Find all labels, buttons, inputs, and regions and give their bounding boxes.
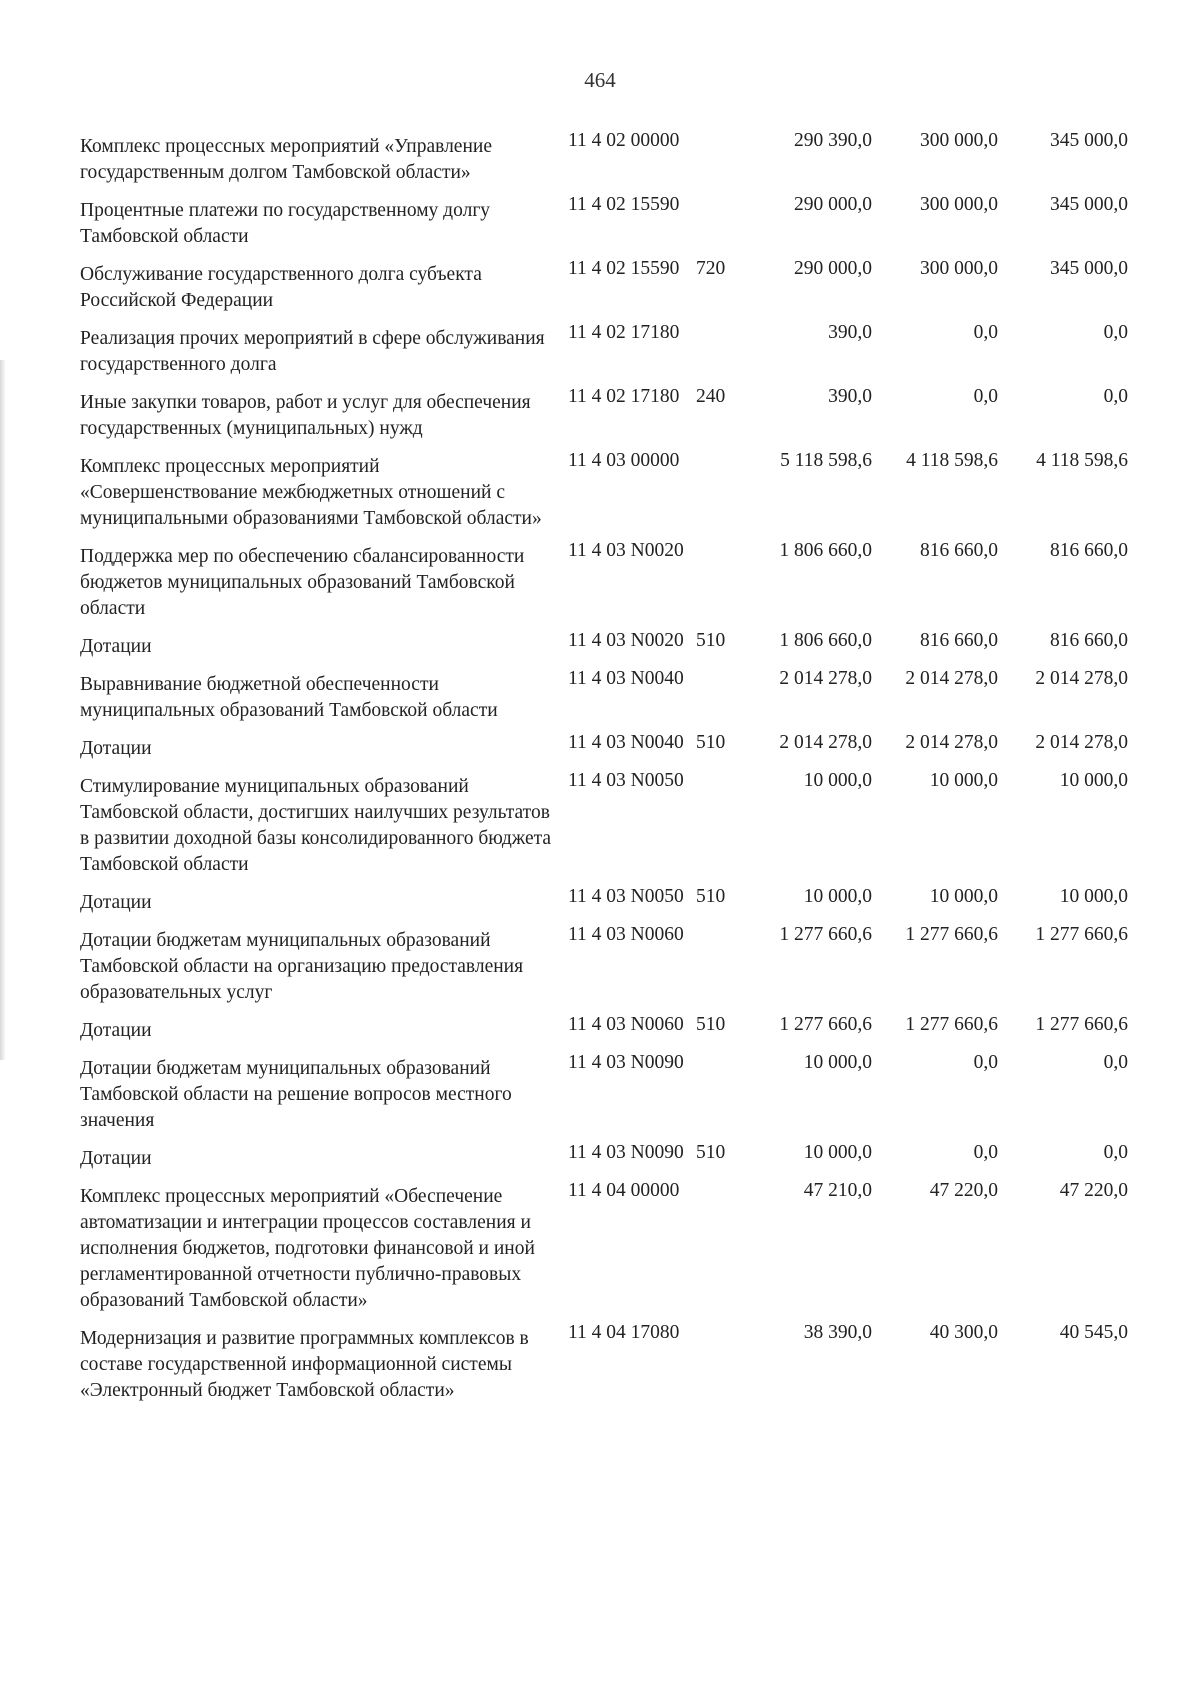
table-row [80,1050,1170,1134]
amount-year-3-cell: 0,0 [1103,1142,1128,1163]
amount-year-1-cell: 10 000,0 [803,1142,872,1163]
target-article-code-cell: 11 4 02 15590 [568,194,680,215]
amount-year-1-cell: 1 277 660,6 [779,924,872,945]
amount-year-2-cell: 816 660,0 [920,540,998,561]
table-row [80,320,1170,378]
target-article-code-cell: 11 4 04 00000 [568,1180,680,1201]
target-article-code-cell: 11 4 02 15590 [568,258,680,279]
expense-name-cell: Стимулирование муниципальных образований Тамбовской области, достигших наилучших результатов в развитии доходной базы консолидированного бюджета Тамбовской области [80,776,552,875]
table-row [80,1012,1170,1044]
table-row [80,884,1170,916]
table-row [80,922,1170,1006]
expense-name-cell: Дотации [80,738,152,759]
amount-year-1-cell: 5 118 598,6 [780,450,872,471]
amount-year-3-cell: 345 000,0 [1050,194,1128,215]
amount-year-2-cell: 40 300,0 [929,1322,998,1343]
amount-year-3-cell: 47 220,0 [1059,1180,1128,1201]
expense-name-cell: Иные закупки товаров, работ и услуг для обеспечения государственных (муниципальных) нужд [80,392,531,439]
amount-year-1-cell: 10 000,0 [803,1052,872,1073]
amount-year-2-cell: 816 660,0 [920,630,998,651]
target-article-code-cell: 11 4 03 N0020 [568,540,684,561]
expense-type-code-cell: 720 [696,258,726,279]
amount-year-2-cell: 300 000,0 [920,258,998,279]
expense-type-code-cell: 510 [696,732,726,753]
expense-name-cell: Дотации [80,892,152,913]
amount-year-1-cell: 1 277 660,6 [779,1014,872,1035]
expense-name-cell: Обслуживание государственного долга субъекта Российской Федерации [80,264,482,311]
expense-name-cell: Комплекс процессных мероприятий «Управление государственным долгом Тамбовской области» [80,136,492,183]
target-article-code-cell: 11 4 03 N0040 [568,732,684,753]
expense-type-code-cell: 510 [696,1142,726,1163]
amount-year-3-cell: 0,0 [1103,386,1128,407]
amount-year-3-cell: 2 014 278,0 [1035,668,1128,689]
target-article-code-cell: 11 4 02 17180 [568,322,680,343]
table-row [80,730,1170,762]
expense-type-code-cell: 240 [696,386,726,407]
target-article-code-cell: 11 4 03 N0060 [568,1014,684,1035]
amount-year-1-cell: 10 000,0 [803,770,872,791]
expense-name-cell: Процентные платежи по государственному долгу Тамбовской области [80,200,491,247]
amount-year-2-cell: 0,0 [973,1052,998,1073]
amount-year-2-cell: 300 000,0 [920,130,998,151]
target-article-code-cell: 11 4 03 N0090 [568,1142,684,1163]
amount-year-3-cell: 0,0 [1103,322,1128,343]
table-row [80,256,1170,314]
target-article-code-cell: 11 4 04 17080 [568,1322,680,1343]
expense-name-cell: Дотации [80,1020,152,1041]
expense-name-cell: Дотации [80,1148,152,1169]
amount-year-1-cell: 290 000,0 [794,258,872,279]
target-article-code-cell: 11 4 02 00000 [568,130,680,151]
expense-name-cell: Дотации бюджетам муниципальных образований Тамбовской области на организацию предоставления образовательных услуг [80,930,524,1003]
table-row [80,128,1170,186]
scan-edge-shadow [0,360,6,1060]
budget-table [80,128,1170,1404]
expense-name-cell: Дотации бюджетам муниципальных образований Тамбовской области на решение вопросов местного значения [80,1058,512,1131]
target-article-code-cell: 11 4 02 17180 [568,386,680,407]
target-article-code-cell: 11 4 03 N0050 [568,770,684,791]
table-row [80,1140,1170,1172]
amount-year-3-cell: 816 660,0 [1050,540,1128,561]
amount-year-2-cell: 2 014 278,0 [905,732,998,753]
expense-name-cell: Комплекс процессных мероприятий «Обеспечение автоматизации и интеграции процессов составления и исполнения бюджетов, подготовки финансовой и иной регламентированной отчетности публично-правовых образований Тамбовской области» [80,1186,535,1311]
table-row [80,628,1170,660]
amount-year-2-cell: 0,0 [973,386,998,407]
expense-name-cell: Модернизация и развитие программных комплексов в составе государственной информационной системы «Электронный бюджет Тамбовской области» [80,1328,529,1401]
target-article-code-cell: 11 4 03 N0020 [568,630,684,651]
table-row [80,768,1170,878]
table-row [80,666,1170,724]
table-row [80,384,1170,442]
amount-year-1-cell: 2 014 278,0 [779,668,872,689]
amount-year-3-cell: 40 545,0 [1059,1322,1128,1343]
page-number: 464 [584,68,616,92]
target-article-code-cell: 11 4 03 N0060 [568,924,684,945]
amount-year-3-cell: 345 000,0 [1050,258,1128,279]
expense-type-code-cell: 510 [696,886,726,907]
amount-year-2-cell: 10 000,0 [929,886,998,907]
amount-year-1-cell: 290 000,0 [794,194,872,215]
amount-year-3-cell: 10 000,0 [1059,886,1128,907]
target-article-code-cell: 11 4 03 00000 [568,450,680,471]
amount-year-1-cell: 10 000,0 [803,886,872,907]
table-row [80,1320,1170,1404]
amount-year-2-cell: 1 277 660,6 [905,924,998,945]
expense-name-cell: Поддержка мер по обеспечению сбалансированности бюджетов муниципальных образований Тамбовской области [80,546,525,619]
table-row [80,538,1170,622]
amount-year-1-cell: 390,0 [828,386,872,407]
amount-year-2-cell: 1 277 660,6 [905,1014,998,1035]
amount-year-3-cell: 1 277 660,6 [1035,1014,1128,1035]
expense-type-code-cell: 510 [696,1014,726,1035]
amount-year-2-cell: 47 220,0 [929,1180,998,1201]
amount-year-1-cell: 390,0 [828,322,872,343]
expense-name-cell: Дотации [80,636,152,657]
amount-year-2-cell: 2 014 278,0 [905,668,998,689]
amount-year-1-cell: 2 014 278,0 [779,732,872,753]
target-article-code-cell: 11 4 03 N0040 [568,668,684,689]
amount-year-1-cell: 47 210,0 [803,1180,872,1201]
target-article-code-cell: 11 4 03 N0090 [568,1052,684,1073]
amount-year-1-cell: 38 390,0 [803,1322,872,1343]
amount-year-3-cell: 816 660,0 [1050,630,1128,651]
amount-year-2-cell: 10 000,0 [929,770,998,791]
amount-year-3-cell: 345 000,0 [1050,130,1128,151]
table-row [80,192,1170,250]
expense-name-cell: Комплекс процессных мероприятий «Совершенствование межбюджетных отношений с муниципальными образованиями Тамбовской области» [80,456,542,529]
expense-name-cell: Выравнивание бюджетной обеспеченности муниципальных образований Тамбовской области [80,674,498,721]
amount-year-3-cell: 1 277 660,6 [1035,924,1128,945]
expense-type-code-cell: 510 [696,630,726,651]
amount-year-2-cell: 300 000,0 [920,194,998,215]
target-article-code-cell: 11 4 03 N0050 [568,886,684,907]
amount-year-1-cell: 1 806 660,0 [779,630,872,651]
amount-year-2-cell: 0,0 [973,322,998,343]
amount-year-3-cell: 0,0 [1103,1052,1128,1073]
amount-year-3-cell: 10 000,0 [1059,770,1128,791]
table-row [80,448,1170,532]
amount-year-1-cell: 290 390,0 [794,130,872,151]
amount-year-3-cell: 4 118 598,6 [1036,450,1128,471]
amount-year-2-cell: 4 118 598,6 [906,450,998,471]
table-row [80,1178,1170,1314]
expense-name-cell: Реализация прочих мероприятий в сфере обслуживания государственного долга [80,328,545,375]
amount-year-3-cell: 2 014 278,0 [1035,732,1128,753]
amount-year-1-cell: 1 806 660,0 [779,540,872,561]
amount-year-2-cell: 0,0 [973,1142,998,1163]
